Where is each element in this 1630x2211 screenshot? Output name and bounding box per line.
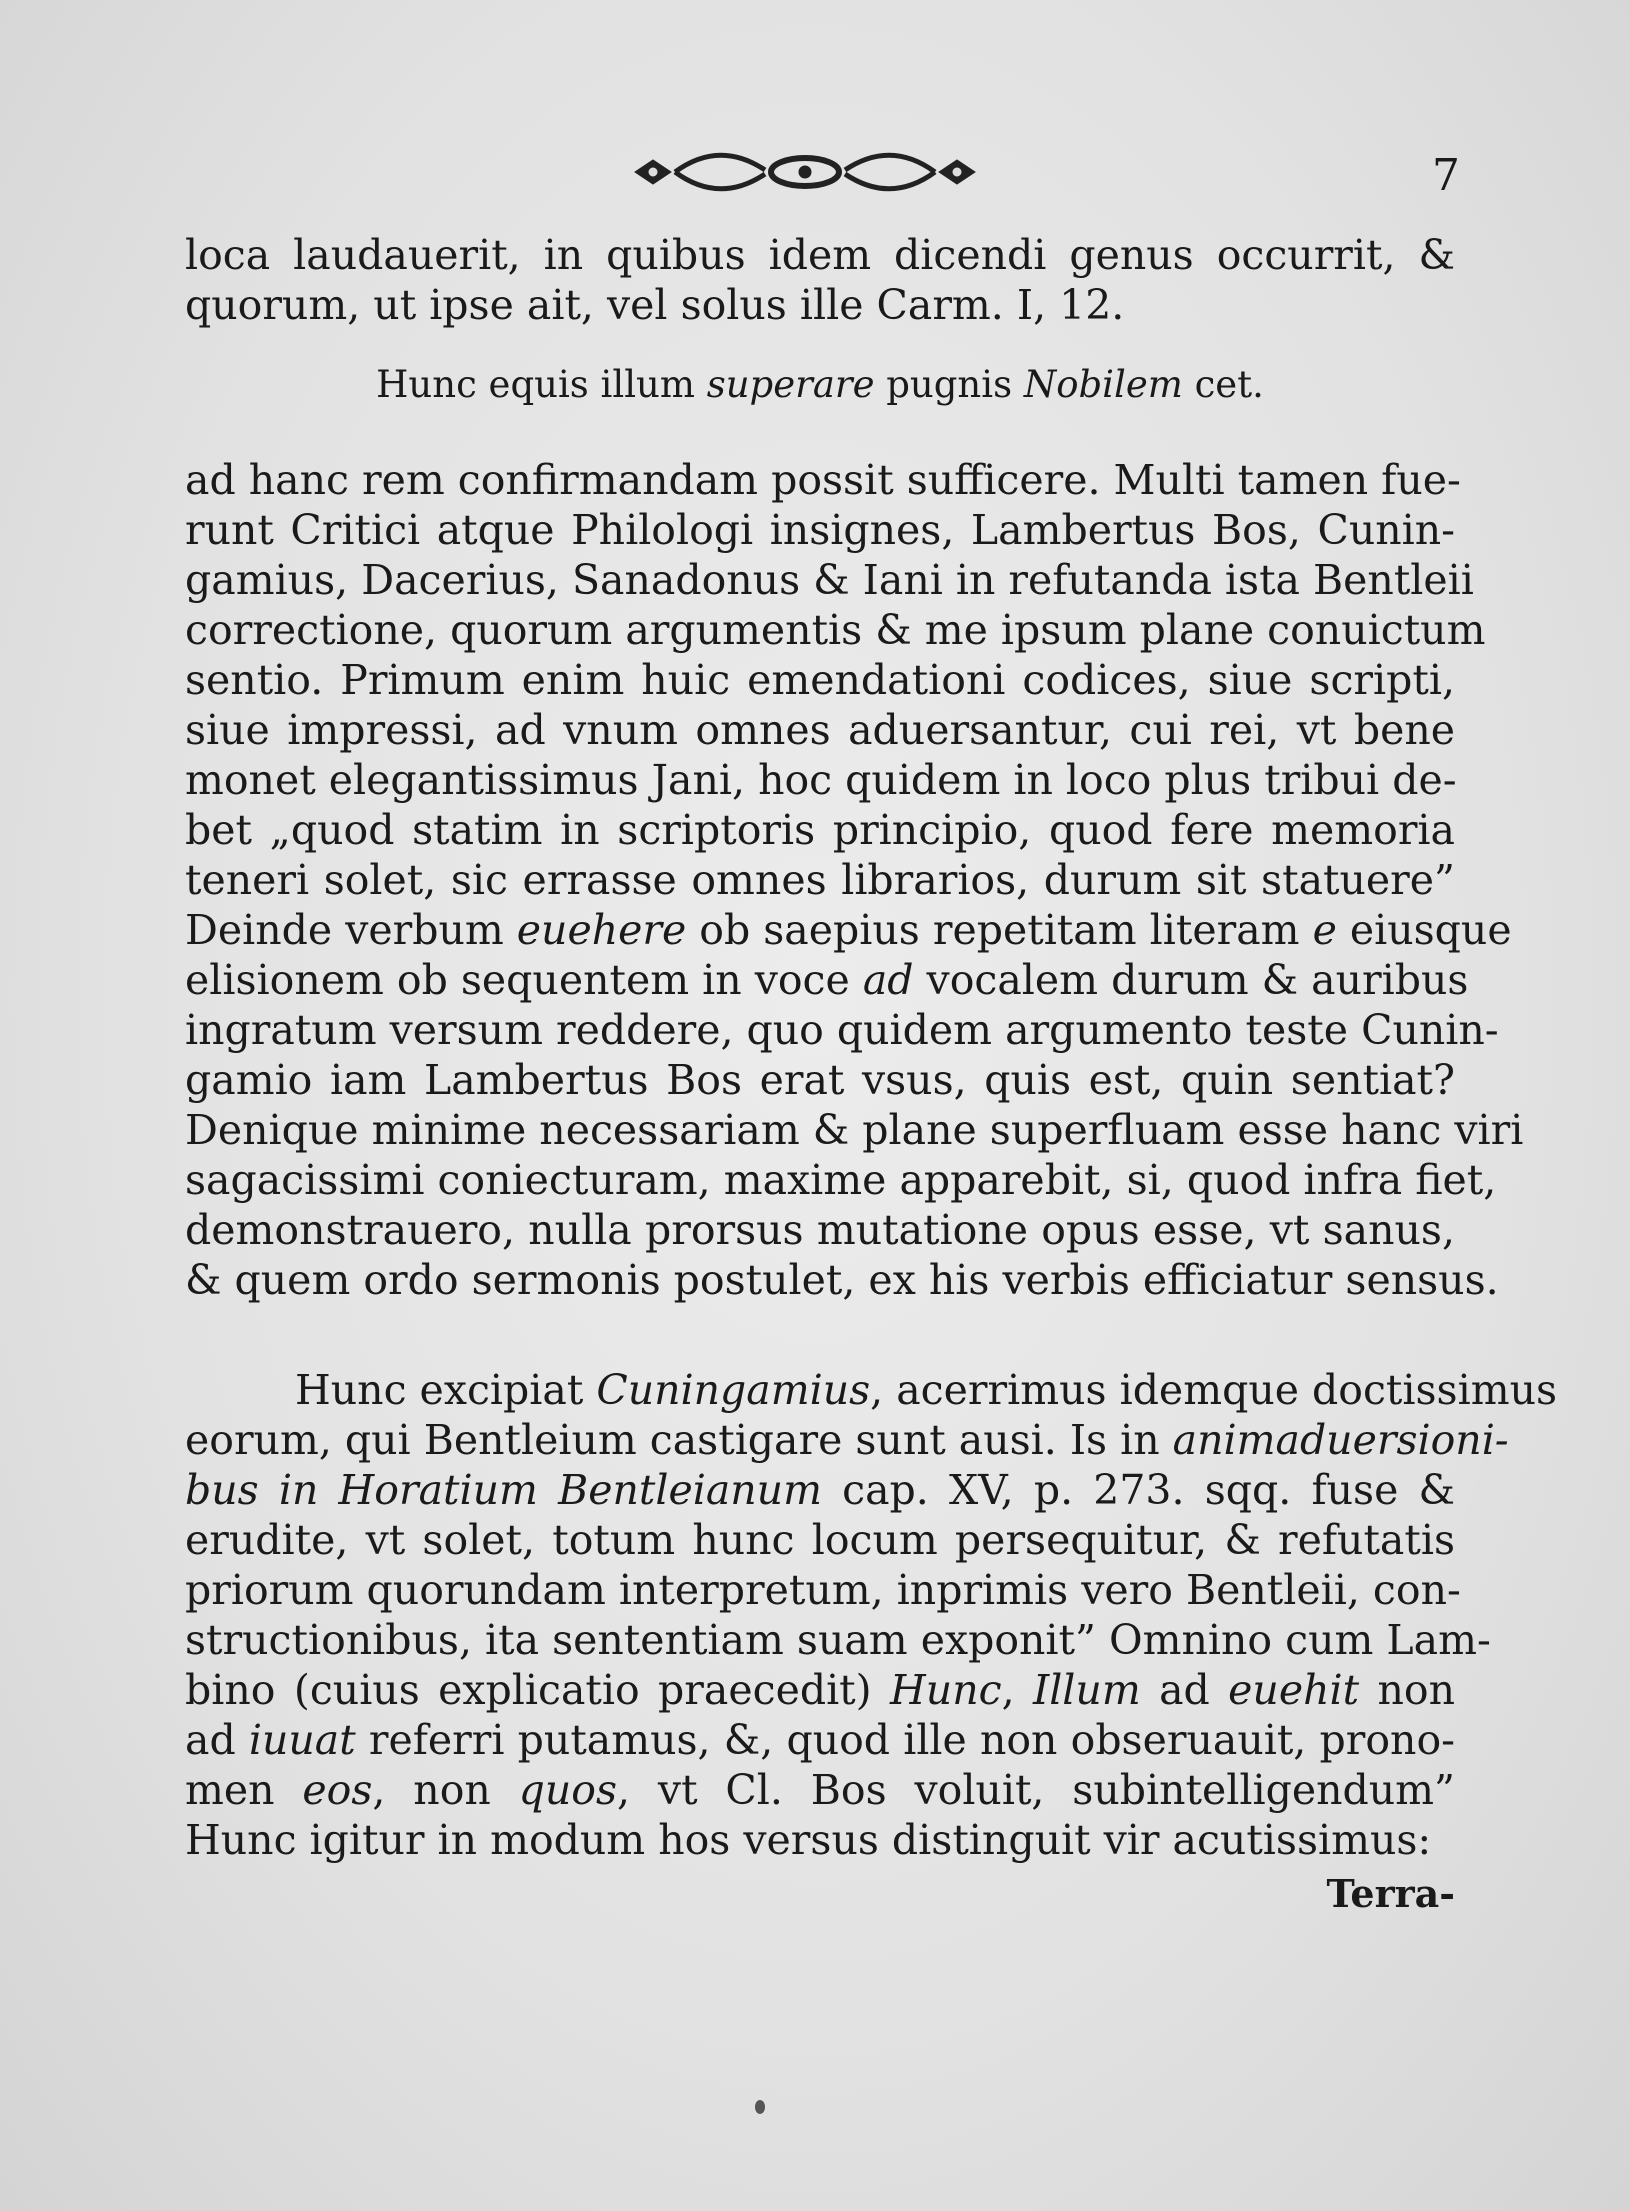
decorative-ornament (625, 140, 985, 204)
page-number: 7 (1432, 150, 1460, 201)
text-line: men eos, non quos, vt Cl. Bos voluit, subintelligendum” (185, 1766, 1455, 1814)
text-line: runt Critici atque Philologi insignes, Lambertus Bos, Cunin- (185, 506, 1455, 554)
text-line: Hunc excipiat Cuningamius, acerrimus idemque doctissimus (295, 1366, 1558, 1414)
quoted-verse: Hunc equis illum superare pugnis Nobilem cet. (376, 363, 1264, 406)
ink-speck (755, 2100, 765, 2114)
text-line: & quem ordo sermonis postulet, ex his verbis efficiatur sensus. (185, 1256, 1499, 1304)
text-line: Denique minime necessariam & plane superfluam esse hanc viri (185, 1106, 1524, 1154)
text-line: sentio. Primum enim huic emendationi codices, siue scripti, (185, 656, 1455, 704)
text-line: sagacissimi coniecturam, maxime apparebit, si, quod infra fiet, (185, 1156, 1497, 1204)
text-line: ad hanc rem confirmandam possit sufficere. Multi tamen fue- (185, 456, 1461, 504)
text-line: structionibus, ita sententiam suam exponit” Omnino cum Lam- (185, 1616, 1491, 1664)
catchword: Terra- (1326, 1871, 1455, 1916)
text-line: bino (cuius explicatio praecedit) Hunc, Illum ad euehit non (185, 1666, 1455, 1714)
text-line: demonstrauero, nulla prorsus mutatione opus esse, vt sanus, (185, 1206, 1455, 1254)
text-line: teneri solet, sic errasse omnes librarios, durum sit statuere” (185, 856, 1455, 904)
text-line: bet „quod statim in scriptoris principio, quod fere memoria (185, 806, 1455, 854)
text-line: gamio iam Lambertus Bos erat vsus, quis est, quin sentiat? (185, 1056, 1455, 1104)
text-line: priorum quorundam interpretum, inprimis vero Bentleii, con- (185, 1566, 1461, 1614)
text-line: bus in Horatium Bentleianum cap. XV, p. 273. sqq. fuse & (185, 1466, 1455, 1514)
text-line: ad iuuat referri putamus, &, quod ille non obseruauit, prono- (185, 1716, 1455, 1764)
text-line: Deinde verbum euehere ob saepius repetitam literam e eiusque (185, 906, 1512, 954)
text-line: loca laudauerit, in quibus idem dicendi genus occurrit, & (185, 231, 1455, 279)
text-line: monet elegantissimus Jani, hoc quidem in loco plus tribui de- (185, 756, 1457, 804)
text-line: elisionem ob sequentem in voce ad vocalem durum & auribus (185, 956, 1469, 1004)
text-line: eorum, qui Bentleium castigare sunt ausi. Is in animaduersioni- (185, 1416, 1509, 1464)
text-line: erudite, vt solet, totum hunc locum persequitur, & refutatis (185, 1516, 1455, 1564)
text-line: siue impressi, ad vnum omnes aduersantur, cui rei, vt bene (185, 706, 1455, 754)
text-line: ingratum versum reddere, quo quidem argumento teste Cunin- (185, 1006, 1499, 1054)
text-line: Hunc igitur in modum hos versus distinguit vir acutissimus: (185, 1816, 1432, 1864)
text-line: correctione, quorum argumentis & me ipsum plane conuictum (185, 606, 1486, 654)
body-text (185, 230, 1558, 1919)
text-line: gamius, Dacerius, Sanadonus & Iani in refutanda ista Bentleii (185, 556, 1474, 604)
text-line: quorum, ut ipse ait, vel solus ille Carm. I, 12. (185, 281, 1125, 329)
